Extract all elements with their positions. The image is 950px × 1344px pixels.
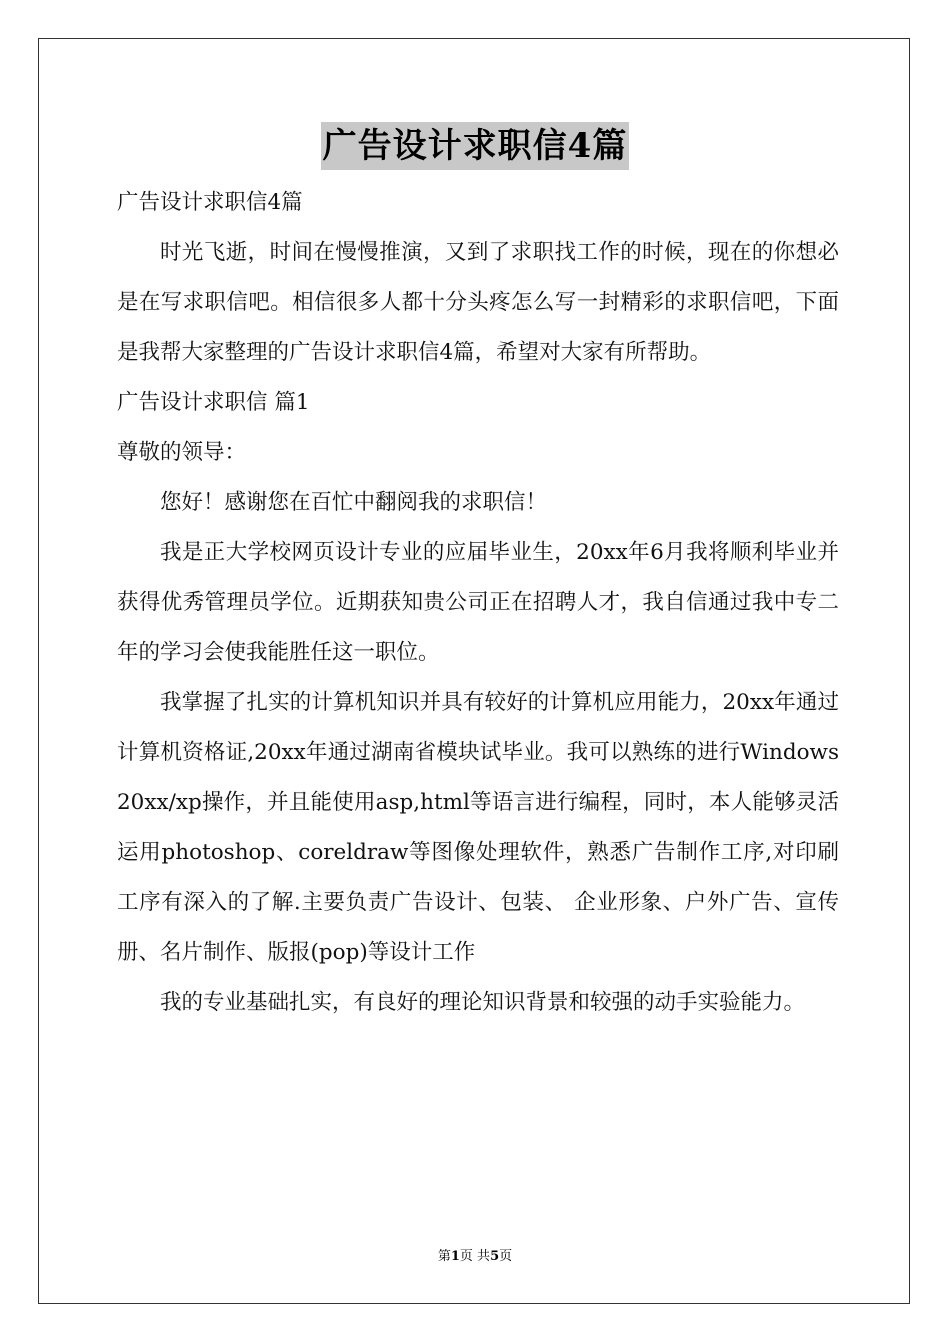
page-prefix: 第 (437, 1249, 451, 1264)
document-title: 广告设计求职信4篇 (321, 122, 630, 170)
salutation: 尊敬的领导： (117, 440, 247, 465)
document-body (117, 178, 839, 1028)
body-paragraph: 我是正大学校网页设计专业的应届毕业生，20xx年6月我将顺利毕业并获得优秀管理员学位。近期获知贵公司正在招聘人才，我自信通过我中专二年的学习会使我能胜任这一职位。 (117, 540, 839, 665)
intro-paragraph: 时光飞逝，时间在慢慢推演，又到了求职找工作的时候，现在的你想必是在写求职信吧。相信很多人都十分头疼怎么写一封精彩的求职信吧，下面是我帮大家整理的广告设计求职信4篇，希望对大家有所帮助。 (117, 240, 839, 365)
section-heading: 广告设计求职信 篇1 (117, 390, 310, 415)
body-paragraph: 您好！感谢您在百忙中翻阅我的求职信！ (160, 490, 548, 515)
subtitle-line: 广告设计求职信4篇 (117, 190, 303, 215)
body-paragraph: 我的专业基础扎实，有良好的理论知识背景和较强的动手实验能力。 (160, 990, 806, 1015)
page-total: 5 (490, 1249, 500, 1264)
page-current: 1 (450, 1249, 460, 1264)
page-footer (0, 1248, 950, 1266)
page-mid: 页 共 (459, 1249, 491, 1264)
page-suffix: 页 (499, 1249, 513, 1264)
title-container (0, 122, 950, 170)
body-paragraph: 我掌握了扎实的计算机知识并具有较好的计算机应用能力，20xx年通过计算机资格证,20xx年通过湖南省模块试毕业。我可以熟练的进行Windows 20xx/xp操作，并且能使用asp,html等语言进行编程，同时，本人能够灵活运用photoshop、coreldraw等图像处理软件，熟悉广告制作工序,对印刷工序有深入的了解.主要负责广告设计、包装、 企业形象、户外广告、宣传册、名片制作、版报(pop)等设计工作 (117, 690, 839, 965)
